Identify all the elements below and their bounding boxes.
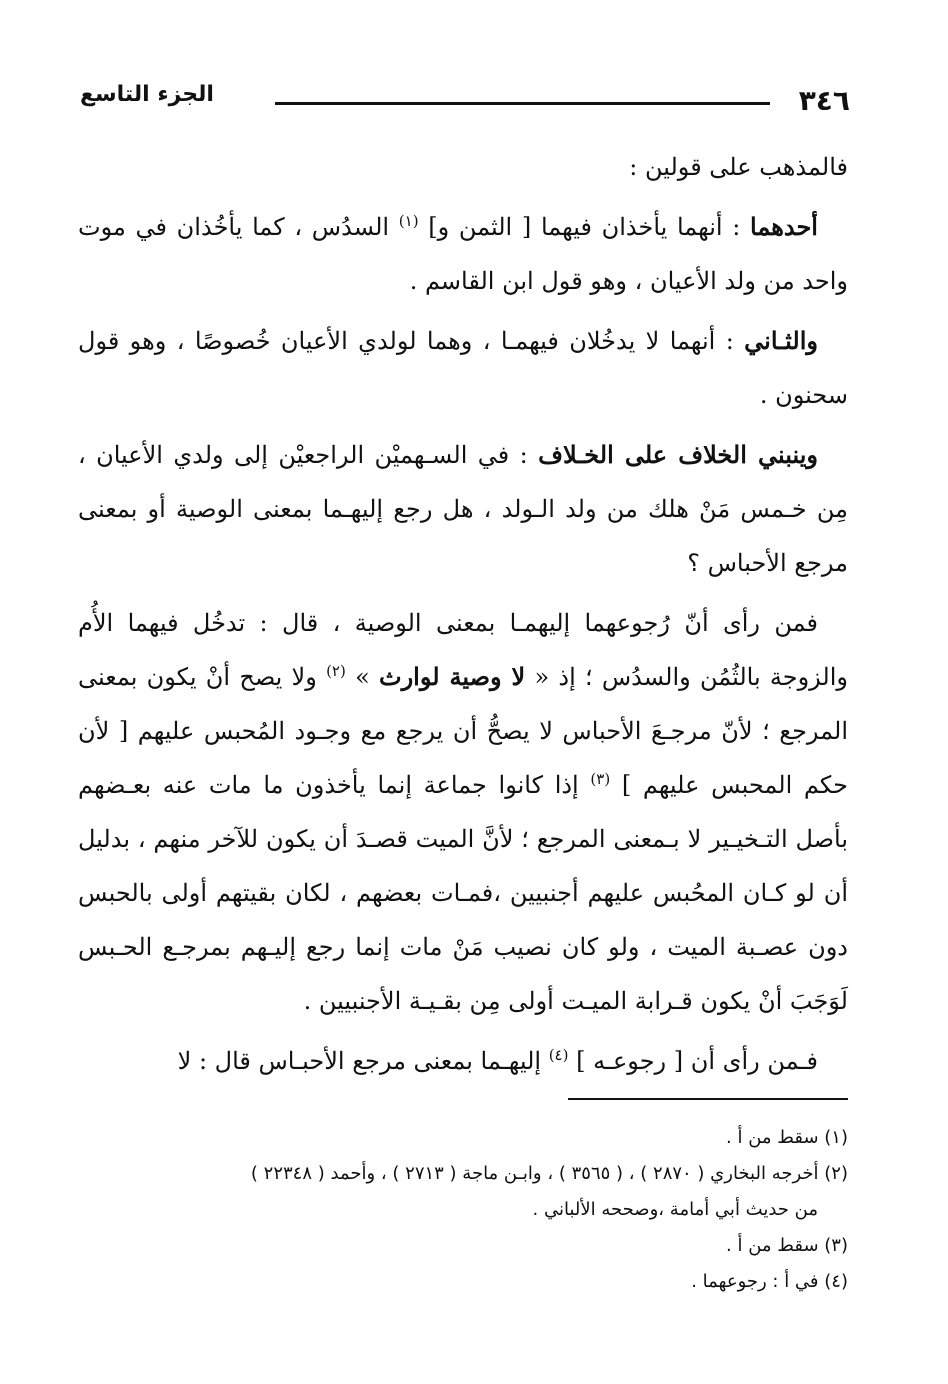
header-rule <box>275 102 770 105</box>
footnote-number: (٢) <box>824 1163 848 1184</box>
paragraph-text: فمن رأى أنّ رُجوعهما إليهمـا بمعنى الوصية ، قال : تدخُل فيهما الأُم والزوجة بالثُمُن والسدُس ؛ إذ « <box>78 609 848 691</box>
page-number: ٣٤٦ <box>798 84 850 117</box>
footnote-text: سقط من أ . <box>726 1235 825 1256</box>
footnote-text: سقط من أ . <box>726 1127 825 1148</box>
paragraph-ahbas-view <box>78 1034 848 1088</box>
footnote-ref[interactable]: (١) <box>398 212 419 230</box>
paragraph-text: » <box>345 663 379 691</box>
part-title: الجزء التاسع <box>80 82 214 107</box>
footnotes <box>78 1120 848 1300</box>
hadith-quote: لا وصية لوارث <box>379 662 526 691</box>
paragraph-text: فالمذهب على قولين : <box>629 153 848 181</box>
footnote-1 <box>78 1120 848 1156</box>
paragraph-text: السدُس ، كما يأخُذان في موت واحد من ولد الأعيان ، وهو قول ابن القاسم . <box>78 213 848 295</box>
bold-lead: أحدهما <box>750 212 818 241</box>
paragraph-text: : أنهما لا يدخُلان فيهمـا ، وهما لولدي الأعيان خُصوصًا ، وهو قول سحنون . <box>78 327 848 409</box>
paragraph-text: : في السـهميْن الراجعيْن إلى ولدي الأعيان ، مِن خـمس مَنْ هلك من ولد الـولد ، هل رجع إليهـما بمعنى الوصية أو بمعنى مرجع الأحباس ؟ <box>78 441 848 577</box>
main-text <box>78 140 848 1094</box>
paragraph-text: إليهـما بمعنى مرجع الأحبـاس قال : لا <box>177 1047 549 1075</box>
paragraph-dispute-basis <box>78 428 848 590</box>
footnote-text: من حديث أبي أمامة ،وصححه الألباني . <box>532 1199 818 1220</box>
page-header <box>80 78 850 128</box>
footnote-ref[interactable]: (٢) <box>326 662 346 680</box>
paragraph-first-opinion <box>78 200 848 308</box>
paragraph-wasiyya-view <box>78 596 848 1028</box>
footnote-text: أخرجه البخاري ( ٢٨٧٠ ) ، ( ٣٥٦٥ ) ، وابـن ماجة ( ٢٧١٣ ) ، وأحمد ( ٢٢٣٤٨ ) <box>250 1163 825 1184</box>
footnote-2-continuation <box>78 1192 848 1228</box>
bold-lead: والثـاني <box>744 326 818 355</box>
footnote-ref[interactable]: (٤) <box>548 1046 569 1064</box>
footnote-4 <box>78 1264 848 1300</box>
bold-lead: وينبني الخلاف على الخـلاف <box>538 440 818 469</box>
paragraph-text: ولا يصح أنْ يكون بمعنى المرجع ؛ لأنّ مرجـعَ الأحباس لا يصحُّ أن يرجع مع وجـود المُحبس عليهم [ لأن حكم المحبس عليهم ] <box>78 663 848 799</box>
paragraph-text: إذا كانوا جماعة إنما يأخذون ما مات عنه بعـضهم بأصل التـخيـير لا بـمعنى المرجع ؛ لأنَّ الميت قصـدَ أن يكون للآخر منهم ، بدليل أن لو كـان المحُبس عليهم أجنبيين ،فمـات بعضهم ، لكان بقيتهم أولى بالحبس دون عصـبة الميت ، ولو كان نصيب مَنْ مات إنما رجع إليـهم بمرجـع الحـبس لَوَجَبَ أنْ يكون قـرابة الميـت أولى مِن بقـيـة الأجنبيين . <box>78 771 848 1015</box>
footnote-2 <box>78 1156 848 1192</box>
footnote-text: في أ : رجوعهما . <box>691 1271 825 1292</box>
paragraph-text: : أنهما يأخذان فيهما [ الثمن و] <box>418 213 751 241</box>
paragraph-second-opinion <box>78 314 848 422</box>
footnote-number: (٤) <box>824 1271 848 1292</box>
footnote-ref[interactable]: (٣) <box>590 770 611 788</box>
paragraph-text: فـمن رأى أن [ رجوعـه ] <box>568 1047 818 1075</box>
footnote-number: (٣) <box>824 1235 848 1256</box>
footnote-number: (١) <box>824 1127 848 1148</box>
footnote-3 <box>78 1228 848 1264</box>
footnote-divider <box>568 1098 848 1100</box>
paragraph-intro <box>78 140 848 194</box>
